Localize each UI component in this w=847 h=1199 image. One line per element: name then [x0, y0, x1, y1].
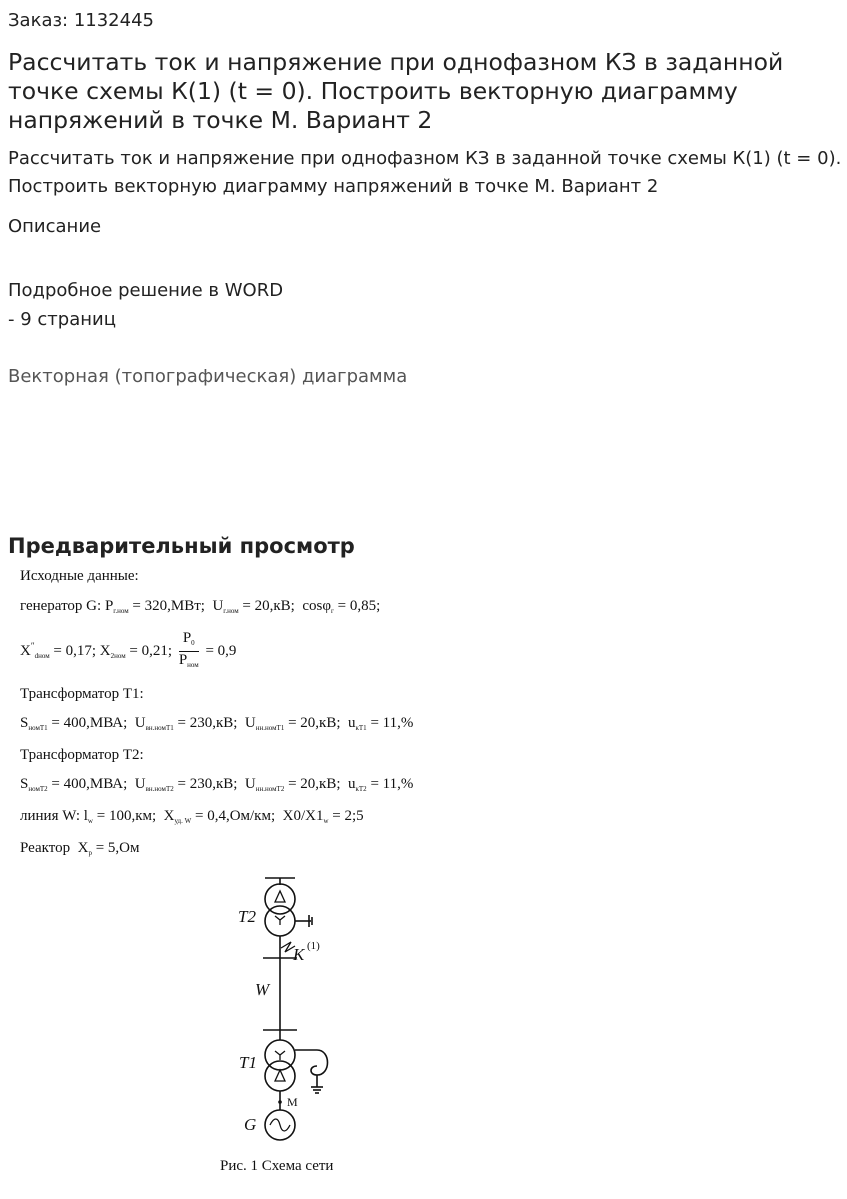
description-extra: Векторная (топографическая) диаграмма — [8, 366, 408, 387]
page-title: Рассчитать ток и напряжение при однофазном КЗ в заданной точке схемы К(1) (t = 0). Построить векторную диаграмму напряжений в точке М. Вариант 2 — [8, 48, 784, 134]
label-w: W — [255, 980, 270, 999]
description-line-2: - 9 страниц — [8, 309, 116, 330]
reactor — [311, 1050, 328, 1075]
t1-winding-delta — [265, 1061, 295, 1091]
generator-params: генератор G: $P_{г.ном} = 320,МВт$; $U_{г.ном} = 20,кВ$; cosφ$_г$ = 0,85; — [20, 598, 381, 615]
t1-params: $S_{номТ1} = 400,МВА$; $U_{вн.номТ1} = 230,кВ$; $U_{нн.номТ1} = 20,кВ$; $u_{кТ1} = 11,\%$ — [20, 715, 414, 732]
initial-data-label: Исходные данные: — [20, 568, 139, 584]
label-t2: T2 — [238, 907, 256, 926]
description-line-1: Подробное решение в WORD — [8, 280, 284, 301]
label-k-superscript: (1) — [307, 940, 320, 952]
t1-label: Трансформатор Т1: — [20, 686, 144, 702]
label-m: M — [287, 1095, 298, 1109]
order-number: Заказ: 1132445 — [8, 10, 154, 31]
t2-label: Трансформатор Т2: — [20, 747, 144, 763]
label-k: K — [293, 945, 305, 964]
page-subtitle: Рассчитать ток и напряжение при однофазном КЗ в заданной точке схемы К(1) (t = 0). Построить векторную диаграмму напряжений в точке М. Вариант 2 — [8, 148, 842, 197]
label-g: G — [244, 1115, 257, 1134]
network-scheme-diagram — [225, 870, 355, 1155]
generator-reactances: $X''_{dном} = 0,17$; $X_{2ном} = 0,21$; $\frac{P_0}{P_{ном}}$ = 0,9 — [20, 630, 237, 669]
figure-caption: Рис. 1 Схема сети — [220, 1158, 334, 1174]
preview-heading: Предварительный просмотр — [8, 534, 355, 558]
description-heading: Описание — [8, 216, 102, 237]
reactor-params: Реактор $X_р = 5,Ом$ — [20, 840, 140, 857]
label-t1: T1 — [239, 1053, 257, 1072]
t2-params: $S_{номТ2} = 400,МВА$; $U_{вн.номТ2} = 230,кВ$; $U_{нн.номТ2} = 20,кВ$; $u_{кТ2} = 11,\%$ — [20, 776, 414, 793]
line-params: линия W: $l_w = 100,км$; $X_{уд. W} = 0,4,Ом/км$; $X0/X1_w$ = 2;5 — [20, 808, 364, 825]
